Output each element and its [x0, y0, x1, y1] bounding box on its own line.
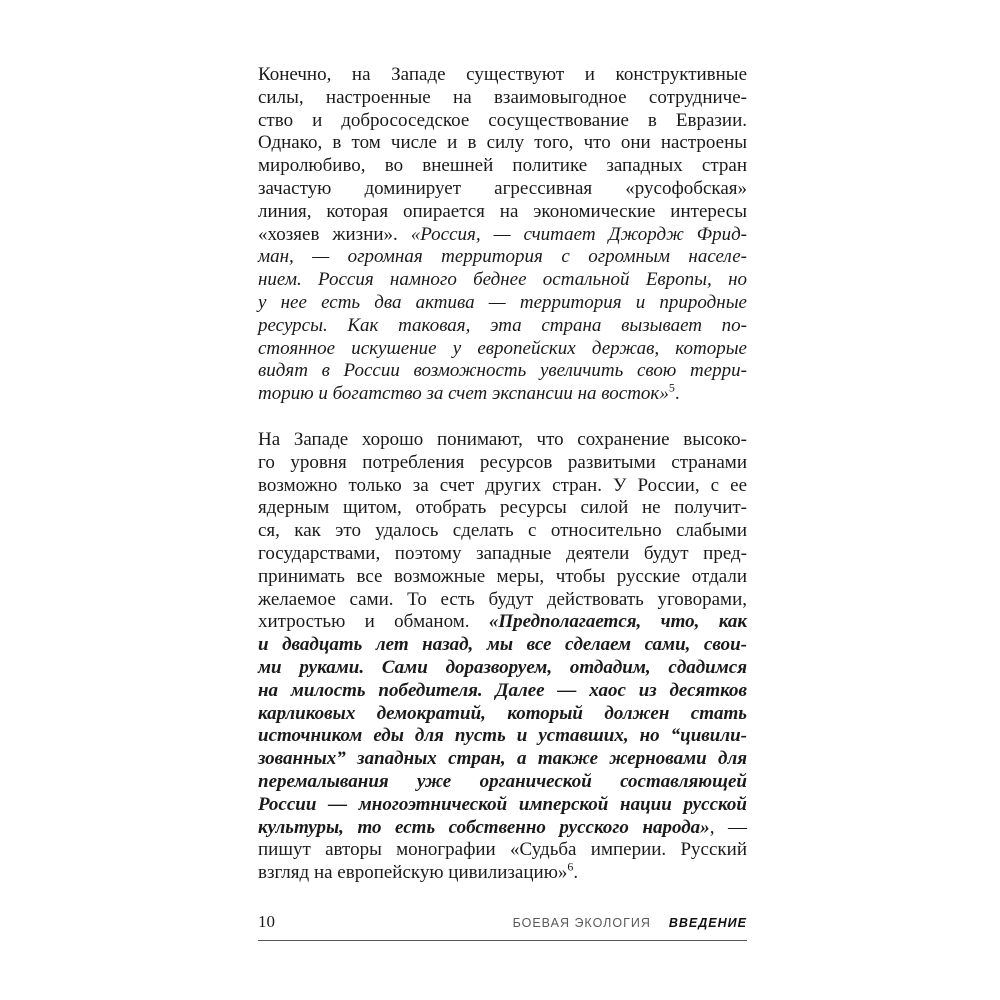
- text-line: [258, 269, 747, 292]
- text-line: [258, 110, 747, 133]
- text-segment: .: [573, 862, 579, 884]
- text-line: [258, 680, 747, 703]
- text-line: [258, 224, 747, 247]
- text-line: [258, 497, 747, 520]
- text-segment: .: [674, 383, 680, 405]
- text-segment: ман, — огромная территория с огромным населе-: [258, 246, 747, 268]
- footnote-marker: 6: [567, 859, 574, 874]
- text-line: [258, 87, 747, 110]
- page-number: 10: [258, 912, 275, 931]
- text-segment: видят в России возможность увеличить свою терри-: [258, 360, 747, 382]
- text-line: [258, 380, 747, 406]
- text-segment: зачастую доминирует агрессивная «русофобская»: [258, 177, 747, 199]
- text-segment: «Россия, — считает Джордж Фрид-: [410, 223, 748, 245]
- text-segment: стоянное искушение у европейских держав, которые: [258, 337, 747, 359]
- text-line: [258, 657, 747, 680]
- text-segment: взгляд на европейскую цивилизацию»: [258, 862, 568, 884]
- text-line: [258, 246, 747, 269]
- text-line: [258, 634, 747, 657]
- text-segment: линия, которая опирается на экономические интересы: [258, 200, 747, 222]
- text-segment: ся, как это удалось сделать с относительно слабыми: [258, 520, 747, 542]
- text-segment: пишут авторы монографии «Судьба империи. Русский: [258, 839, 747, 861]
- text-line: [258, 315, 747, 338]
- text-segment: «хозяев жизни».: [258, 223, 411, 245]
- text-line: [258, 703, 747, 726]
- text-segment: го уровня потребления ресурсов развитыми странами: [258, 451, 747, 473]
- page-footer: [258, 912, 747, 932]
- text-segment: хитростью и обманом.: [258, 611, 489, 633]
- text-line: [258, 771, 747, 794]
- text-segment: торию и богатство за счет экспансии на восток»: [258, 383, 669, 405]
- text-line: [258, 839, 747, 862]
- text-segment: возможно только за счет других стран. У России, с ее: [258, 474, 747, 496]
- text-segment: ство и добрососедское сосуществование в Евразии.: [258, 109, 747, 131]
- running-titles: [513, 916, 747, 930]
- text-segment: ресурсы. Как таковая, эта страна вызывает по-: [258, 314, 747, 336]
- text-segment: на милость победителя. Далее — хаос из десятков: [258, 679, 747, 701]
- text-segment: культуры, то есть собственно русского народа»: [258, 816, 710, 838]
- text-segment: силы, настроенные на взаимовыгодное сотрудниче-: [258, 86, 747, 108]
- text-block: [258, 64, 747, 908]
- text-line: [258, 475, 747, 498]
- text-segment: желаемое сами. То есть будут действовать уговорами,: [258, 588, 747, 610]
- text-line: [258, 566, 747, 589]
- text-line: [258, 452, 747, 475]
- text-segment: у нее есть два актива — территория и природные: [258, 291, 747, 313]
- text-segment: «Предполагается, что, как: [488, 611, 748, 633]
- book-title: БОЕВАЯ ЭКОЛОГИЯ: [512, 916, 651, 930]
- text-segment: перемалывания уже органической составляющей: [258, 770, 747, 792]
- text-line: [258, 429, 747, 452]
- text-line: [258, 859, 747, 885]
- text-line: [258, 132, 747, 155]
- text-line: [258, 725, 747, 748]
- text-line: [258, 589, 747, 612]
- text-segment: России — многоэтнической имперской нации русской: [258, 793, 747, 815]
- text-line: [258, 178, 747, 201]
- text-segment: государствами, поэтому западные деятели будут пред-: [258, 542, 747, 564]
- text-segment: карликовых демократий, который должен стать: [258, 702, 747, 724]
- text-line: [258, 292, 747, 315]
- text-line: [258, 748, 747, 771]
- text-segment: Конечно, на Западе существуют и конструктивные: [258, 64, 747, 85]
- text-segment: миролюбиво, во внешней политике западных стран: [258, 155, 747, 177]
- text-line: [258, 64, 747, 87]
- text-line: [258, 794, 747, 817]
- text-segment: Однако, в том числе и в силу того, что они настроены: [258, 132, 747, 154]
- text-segment: нием. Россия намного беднее остальной Европы, но: [258, 269, 747, 291]
- footer-rule: [258, 940, 747, 941]
- footnote-marker: 5: [668, 380, 675, 395]
- text-segment: , —: [709, 816, 747, 838]
- text-segment: источником еды для пусть и уставших, но “цивили-: [258, 725, 747, 747]
- text-line: [258, 611, 747, 634]
- paragraph: [258, 429, 747, 885]
- text-line: [258, 360, 747, 383]
- text-line: [258, 543, 747, 566]
- paragraph: [258, 64, 747, 406]
- text-segment: На Западе хорошо понимают, что сохранение высоко-: [258, 428, 747, 450]
- text-line: [258, 201, 747, 224]
- text-segment: зованных” западных стран, а также жерновами для: [258, 748, 747, 770]
- text-line: [258, 817, 747, 840]
- text-segment: и двадцать лет назад, мы все сделаем сами, свои-: [258, 634, 747, 656]
- text-line: [258, 155, 747, 178]
- text-line: [258, 520, 747, 543]
- chapter-title: ВВЕДЕНИЕ: [668, 916, 747, 930]
- text-segment: принимать все возможные меры, чтобы русские отдали: [258, 565, 747, 587]
- text-segment: ми руками. Сами доразворуем, отдадим, сдадимся: [258, 656, 747, 678]
- text-segment: ядерным щитом, отобрать ресурсы силой не получит-: [258, 497, 747, 519]
- text-line: [258, 338, 747, 361]
